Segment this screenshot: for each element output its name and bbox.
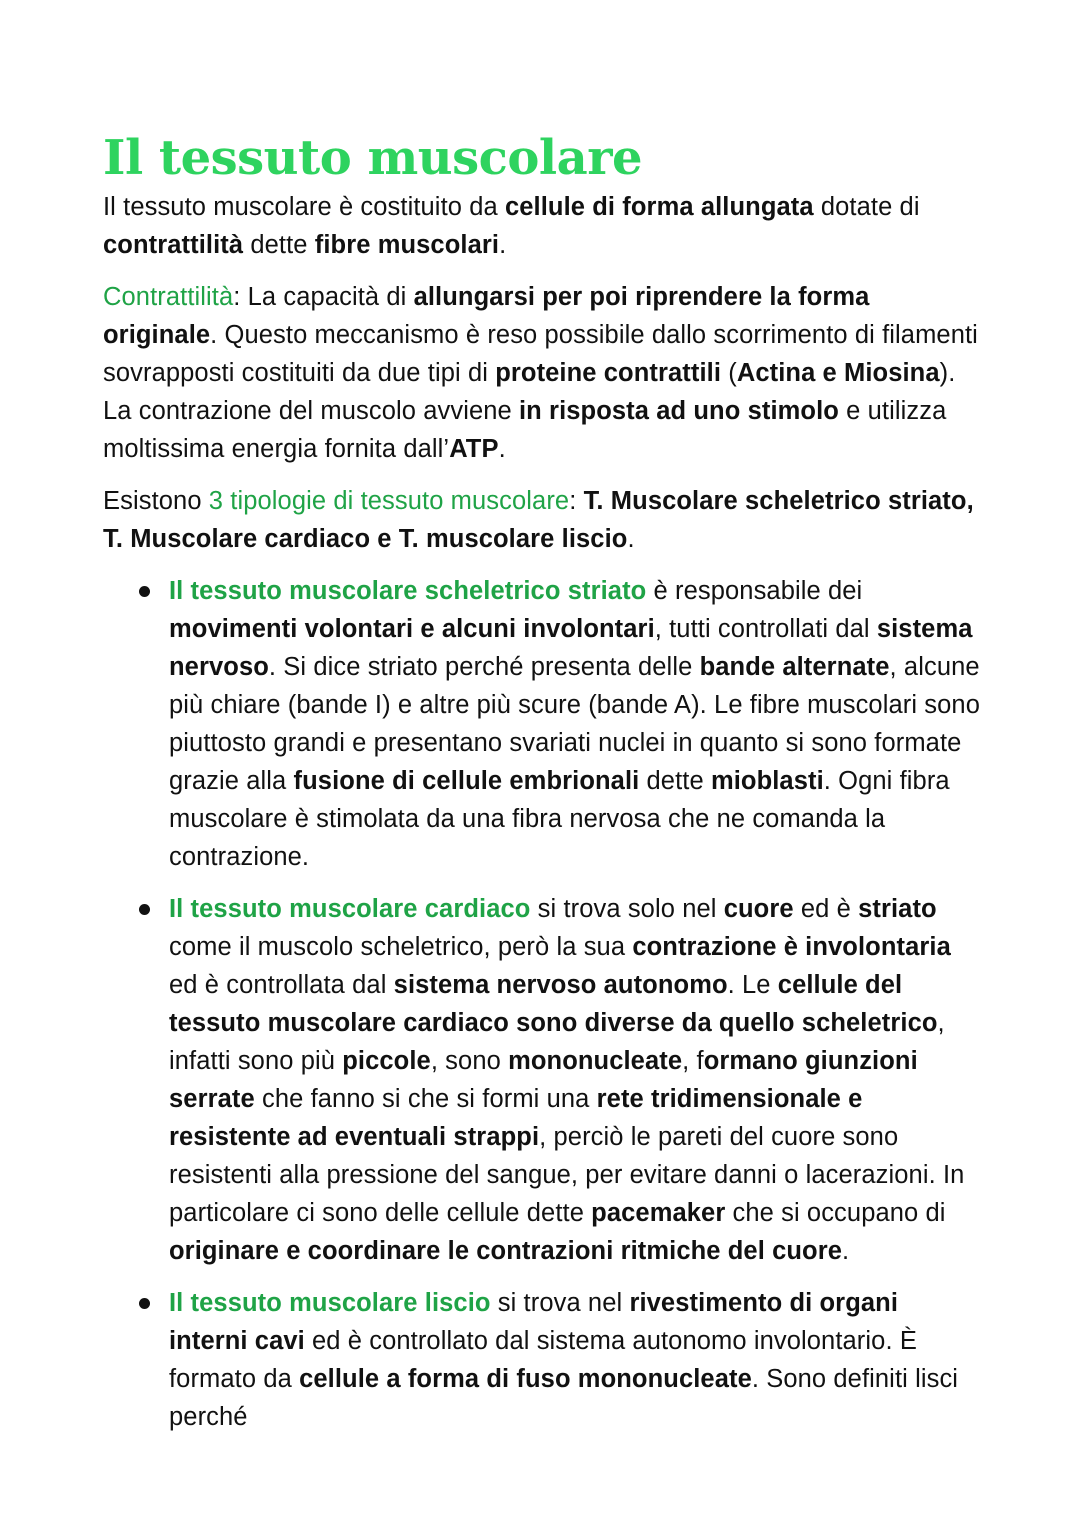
contrattilita-bold: proteine contrattili <box>495 359 722 387</box>
scheletrico-text: è responsabile dei <box>646 577 863 605</box>
cardiaco-text: , sono <box>430 1047 509 1075</box>
cardiaco-bold: contrazione è involontaria <box>632 933 951 961</box>
cardiaco-text: , infatti sono più <box>169 1009 945 1075</box>
contrattilita-paragraph <box>103 278 983 468</box>
cardiaco-text: , f <box>682 1047 704 1075</box>
liscio-text: . Sono definiti lisci perché <box>169 1365 959 1431</box>
list-item-scheletrico <box>103 572 983 876</box>
scheletrico-text: , alcune più chiare (bande I) e altre più scure (bande A). Le fibre muscolari sono piuttosto grandi e presentano svariati nuclei in quanto si sono formate grazie alla <box>169 653 980 795</box>
cardiaco-bold: piccole <box>342 1047 431 1075</box>
cardiaco-bold: mononucleate <box>508 1047 683 1075</box>
cardiaco-text: come il muscolo scheletrico, però la sua <box>169 933 633 961</box>
cardiaco-bold: pacemaker <box>591 1199 726 1227</box>
intro-text: dette <box>243 231 315 259</box>
contrattilita-bold: ATP <box>449 435 499 463</box>
scheletrico-bold: mioblasti <box>710 767 824 795</box>
cardiaco-text: . Le <box>727 971 778 999</box>
contrattilita-text: ). La contrazione del muscolo avviene <box>103 359 956 425</box>
cardiaco-term: Il tessuto muscolare cardiaco <box>169 895 531 923</box>
tipologie-paragraph <box>103 482 983 558</box>
tissue-types-list <box>103 572 983 1436</box>
scheletrico-bold: movimenti volontari e alcuni involontari <box>169 615 655 643</box>
tipologie-text: : <box>569 487 584 515</box>
cardiaco-bold: sistema nervoso autonomo <box>393 971 728 999</box>
intro-bold: contrattilità <box>103 231 244 259</box>
contrattilita-bold: allungarsi per poi riprendere la forma originale <box>103 283 870 349</box>
cardiaco-text: che fanno si che si formi una <box>254 1085 597 1113</box>
contrattilita-text: e utilizza moltissima energia fornita dall’ <box>103 397 947 463</box>
liscio-text: si trova nel <box>490 1289 630 1317</box>
scheletrico-text: , tutti controllati dal <box>654 615 877 643</box>
list-item-liscio <box>103 1284 983 1436</box>
scheletrico-text: . Ogni fibra muscolare è stimolata da una fibra nervosa che ne comanda la contrazione. <box>169 767 950 871</box>
bullet-dot-icon <box>139 904 150 915</box>
cardiaco-bold: ormano giunzioni serrate <box>169 1047 918 1113</box>
intro-text: . <box>499 231 507 259</box>
intro-bold: cellule di forma allungata <box>504 193 814 221</box>
tipologie-text: Esistono <box>103 487 209 515</box>
cardiaco-text: che si occupano di <box>725 1199 946 1227</box>
scheletrico-bold: bande alternate <box>699 653 890 681</box>
list-item-cardiaco <box>103 890 983 1270</box>
contrattilita-text: . Questo meccanismo è reso possibile dallo scorrimento di filamenti sovrapposti costituiti da due tipi di <box>103 321 978 387</box>
tipologie-term: 3 tipologie di tessuto muscolare <box>208 487 570 515</box>
intro-text: dotate di <box>813 193 920 221</box>
cardiaco-bold: striato <box>858 895 937 923</box>
intro-paragraph <box>103 188 983 264</box>
cardiaco-text: , perciò le pareti del cuore sono resistenti alla pressione del sangue, per evitare danni o lacerazioni. In particolare ci sono delle cellule dette <box>169 1123 965 1227</box>
cardiaco-text: . <box>842 1237 850 1265</box>
cardiaco-text: si trova solo nel <box>530 895 724 923</box>
scheletrico-text: . Si dice striato perché presenta delle <box>268 653 700 681</box>
liscio-text: ed è controllato dal sistema autonomo involontario. È formato da <box>169 1327 917 1393</box>
tipologie-text: . <box>627 525 635 553</box>
page-title: Il tessuto muscolare <box>103 130 643 186</box>
document-page <box>103 128 983 1450</box>
cardiaco-bold: rete tridimensionale e resistente ad eventuali strappi <box>169 1085 863 1151</box>
contrattilita-text: ( <box>721 359 737 387</box>
cardiaco-text: ed è controllata dal <box>169 971 394 999</box>
contrattilita-text: . <box>498 435 506 463</box>
intro-bold: fibre muscolari <box>314 231 500 259</box>
cardiaco-bold: originare e coordinare le contrazioni ritmiche del cuore <box>169 1237 843 1265</box>
scheletrico-bold: fusione di cellule embrionali <box>293 767 640 795</box>
scheletrico-term: Il tessuto muscolare scheletrico striato <box>169 577 647 605</box>
contrattilita-text: : La capacità di <box>233 283 414 311</box>
intro-text: Il tessuto muscolare è costituito da <box>103 193 505 221</box>
contrattilita-bold: in risposta ad uno stimolo <box>519 397 839 425</box>
contrattilita-bold: Actina e Miosina <box>736 359 940 387</box>
scheletrico-text: dette <box>639 767 711 795</box>
liscio-bold: cellule a forma di fuso mononucleate <box>299 1365 752 1393</box>
tipologie-bold: T. Muscolare scheletrico striato, T. Muscolare cardiaco e T. muscolare liscio <box>103 487 974 553</box>
bullet-dot-icon <box>139 586 150 597</box>
liscio-bold: rivestimento di organi interni cavi <box>169 1289 899 1355</box>
cardiaco-text: ed è <box>793 895 859 923</box>
cardiaco-bold: cuore <box>723 895 794 923</box>
cardiaco-bold: cellule del tessuto muscolare cardiaco sono diverse da quello scheletrico <box>169 971 938 1037</box>
bullet-dot-icon <box>139 1298 150 1309</box>
contrattilita-term: Contrattilità <box>103 283 234 311</box>
liscio-term: Il tessuto muscolare liscio <box>169 1289 491 1317</box>
scheletrico-bold: sistema nervoso <box>169 615 973 681</box>
